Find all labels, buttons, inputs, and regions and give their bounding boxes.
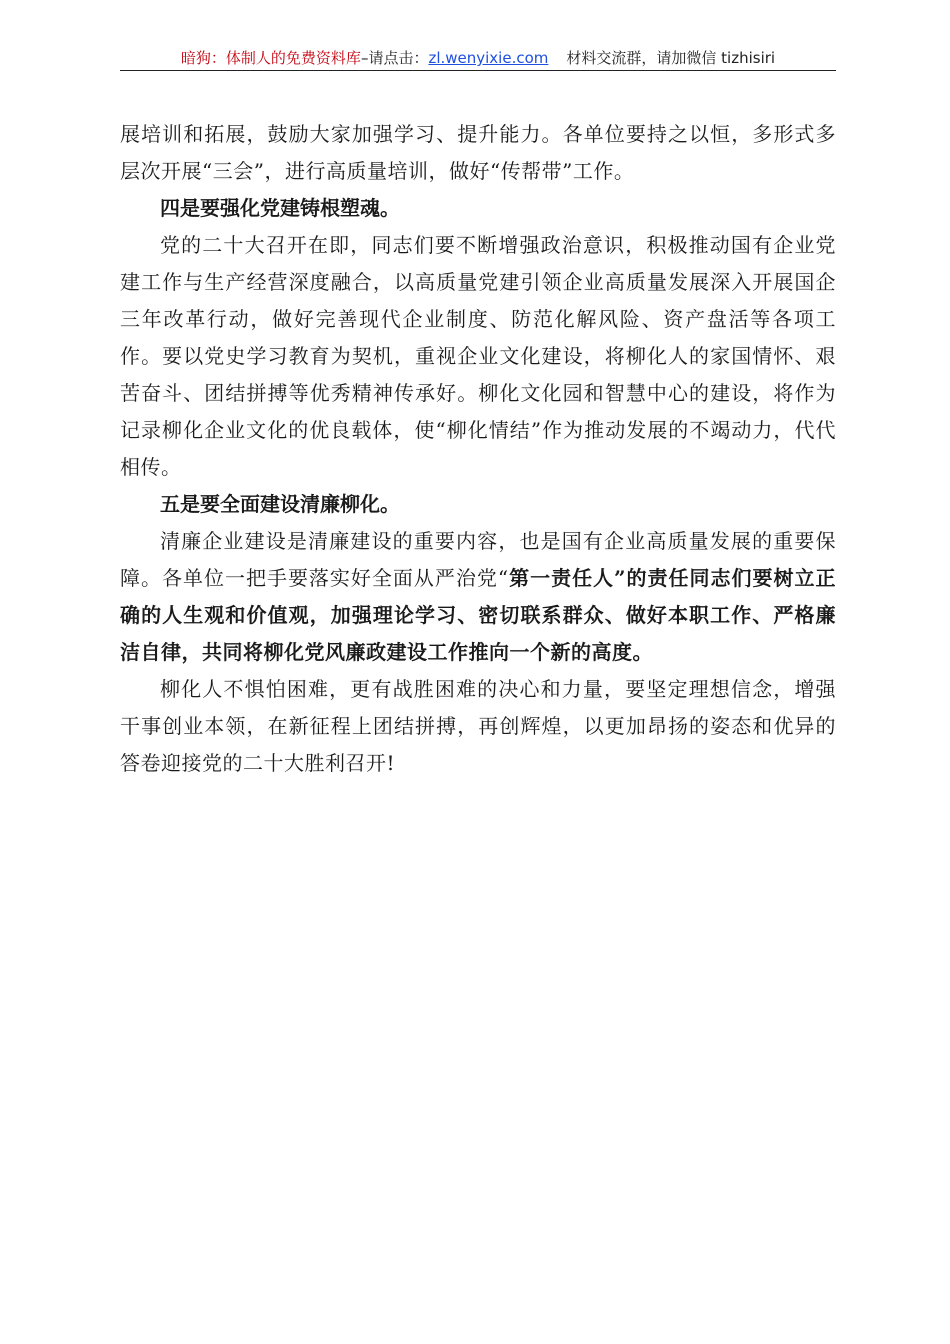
paragraph-continued: 展培训和拓展，鼓励大家加强学习、提升能力。各单位要持之以恒，多形式多层次开展“三会”，进行高质量培训，做好“传帮带”工作。 — [120, 122, 836, 183]
paragraph-integrity — [120, 523, 836, 671]
paragraph-closing: 柳化人不惧怕困难，更有战胜困难的决心和力量，要坚定理想信念，增强干事创业本领，在新征程上团结拼搏，再创辉煌，以更加昂扬的姿态和优异的答卷迎接党的二十大胜利召开! — [120, 677, 836, 775]
header-prompt: –请点击： — [360, 49, 429, 67]
header-contact: 材料交流群，请加微信 tizhisiri — [566, 49, 776, 67]
header-link[interactable]: zl.wenyixie.com — [428, 49, 549, 67]
document-body — [120, 116, 836, 782]
header-brand: 暗狗：体制人的免费资料库 — [180, 49, 361, 67]
page-header — [120, 46, 836, 71]
section-heading-5: 五是要全面建设清廉柳化。 — [160, 492, 400, 516]
paragraph-integrity-normal: 清廉企业建设是清廉建设的重要内容，也是国有企业高质量发展的重要保障。各单位一把手要落实好全面从严治党“ — [120, 529, 836, 590]
section-heading-4: 四是要强化党建铸根塑魂。 — [160, 196, 400, 220]
paragraph-integrity-bold: 第一责任人”的责任同志们要树立正确的人生观和价值观，加强理论学习、密切联系群众、做好本职工作、严格廉洁自律，共同将柳化党风廉政建设工作推向一个新的高度。 — [120, 566, 836, 664]
paragraph-party-building: 党的二十大召开在即，同志们要不断增强政治意识，积极推动国有企业党建工作与生产经营深度融合，以高质量党建引领企业高质量发展深入开展国企三年改革行动，做好完善现代企业制度、防范化解风险、资产盘活等各项工作。要以党史学习教育为契机，重视企业文化建设，将柳化人的家国情怀、艰苦奋斗、团结拼搏等优秀精神传承好。柳化文化园和智慧中心的建设，将作为记录柳化企业文化的优良载体，使“柳化情结”作为推动发展的不竭动力，代代相传。 — [120, 233, 836, 479]
